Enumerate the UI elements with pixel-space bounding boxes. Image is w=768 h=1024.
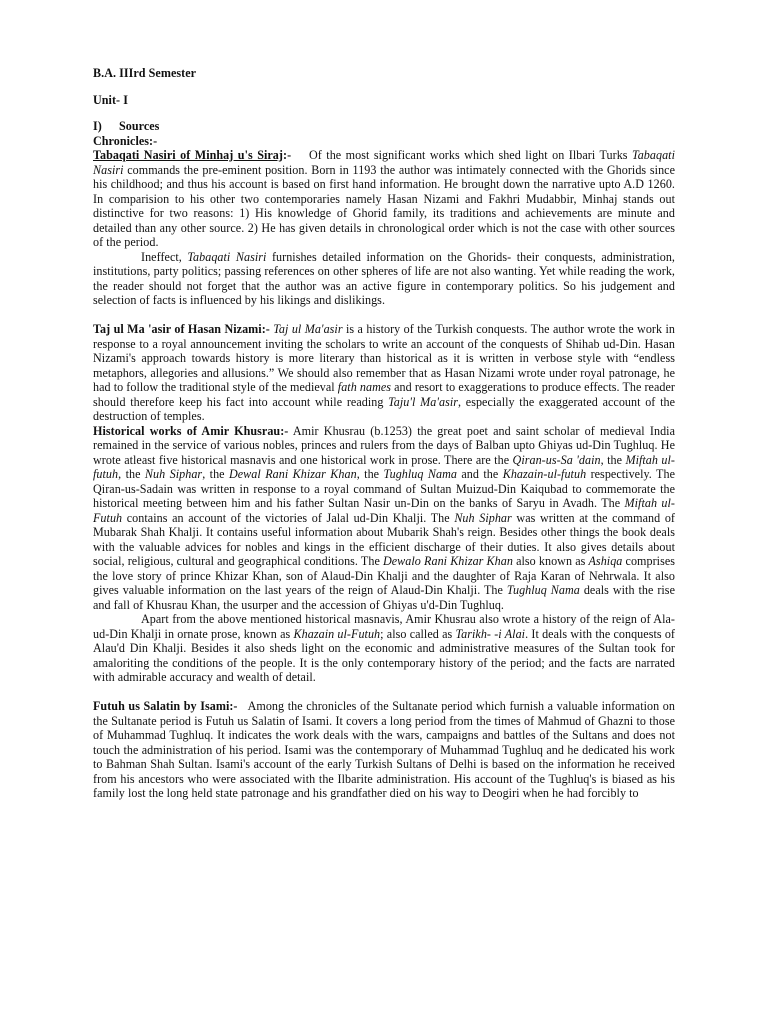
tabaqati-text-b: commands the pre-eminent position. Born in 1193 the author was intimately connected with the Ghorids since his childhood; and thus his account is based on first hand information. He brought down the narrative upto A.D 1260. In comparision to his other two contemporaries namely Hasan Nizami and Fakhri Mudabbir, Minhaj stands out distinctive for two reasons: 1) His knowledge of Ghorid family, its traditions and achievements are minute and detailed than any other source. 2) He has given details in chronological order which is not the case with other sources of the period. <box>93 162 675 249</box>
paragraph-gap <box>93 685 675 700</box>
tajul-paragraph <box>93 322 675 424</box>
khusrau-text-d: was written at the command of Mubarak Shah Khalji. It contains useful information about Mubarik Shah's reign. Besides other things the book deals with the valuable advices for nobles and kings in the efficient discharge of their duties. It also gives details about social, religious, cultural and geographical conditions. The <box>93 510 675 568</box>
title-dewal: Dewal Rani Khizar Khan <box>228 467 357 481</box>
khusrau-p2-text-c: . It deals with the conquests of Alau'd Din Khalji. Besides it also sheds light on the economic and administrative measures of the Sultan took for amaloriting the conditions of the people. It is the only contemporary history of the period; and the facts are narrated with admirable accuracy and wealth of detail. <box>93 626 676 684</box>
title-tarikh: Tarikh- -i Alai <box>455 626 526 641</box>
sep: , the <box>202 467 229 481</box>
section-title: Sources <box>119 119 160 133</box>
tajul-text-b: and resort to exaggerations to produce effects. The reader should therefore keep his fact into account while reading <box>93 380 675 409</box>
sep: and the <box>456 467 503 481</box>
tabaqati-p2-title: Tabaqati Nasiri <box>187 249 267 264</box>
title-khazain: Khazain-ul-futuh <box>502 467 587 481</box>
sources-heading <box>93 119 675 134</box>
sep: , the <box>600 452 626 467</box>
title-tughluq-2: Tughluq Nama <box>506 583 580 597</box>
semester-title: B.A. IIIrd Semester <box>93 66 197 80</box>
tabaqati-heading <box>93 148 291 162</box>
title-nuh-2: Nuh Siphar <box>454 510 512 525</box>
title-tughluq: Tughluq Nama <box>383 467 457 481</box>
khusrau-heading: Historical works of Amir Khusrau:- <box>93 423 289 438</box>
tabaqati-heading-suffix: :- <box>283 148 292 162</box>
tajul-heading: Taj ul Ma 'asir of Hasan Nizami:- <box>93 322 270 336</box>
futuh-heading: Futuh us Salatin by Isami:- <box>93 699 238 713</box>
tabaqati-p2-text-a: Ineffect, <box>141 249 188 264</box>
unit-title: Unit- I <box>93 92 128 107</box>
khusrau-text-g: deals with the rise and fall of Khusrau Khan, the usurper and the accession of Ghiyas u'd-Din Tughluq. <box>93 583 675 612</box>
futuh-paragraph <box>93 699 679 801</box>
paragraph-gap <box>93 308 675 323</box>
tabaqati-heading-text: Tabaqati Nasiri of Minhaj u's Siraj <box>93 148 283 162</box>
sep: , the <box>356 467 384 481</box>
title-qiran: Qiran-us-Sa 'dain <box>512 452 601 467</box>
sep: , the <box>118 467 145 481</box>
title-ashiqa: Ashiqa <box>588 554 623 568</box>
tabaqati-paragraph-2 <box>93 250 675 308</box>
tajul-fath-names: fath names <box>337 380 392 394</box>
title-dewalo: Dewalo Rani Khizar Khan <box>382 554 513 568</box>
tabaqati-text-a: Of the most significant works which shed light on Ilbari Turks <box>308 148 633 162</box>
khusrau-paragraph-2 <box>93 612 675 685</box>
tabaqati-title: Tabaqati Nasiri <box>93 148 676 177</box>
khusrau-text-b: respectively. The Qiran-us-Sadain was written in response to a royal command of Sultan Muizud-Din Kaiqubad to commemorate the historical meeting between him and his father Sultan Nasir un-Din on the banks of Saryu in Avadh. The <box>93 467 676 510</box>
tabaqati-p2-text-b: furnishes detailed information on the Ghorids- their conquests, administration, institutions, party politics; passing references on other spheres of life are not also wanting. Yet while reading the work, the reader should not forget that the author was an active figure in contemporary politics. So his judgement and selection of facts is influenced by his likings and dislikings. <box>93 249 676 307</box>
tajul-title-2: Taju'l Ma'asir <box>388 394 459 409</box>
tajul-title: Taj ul Ma'asir <box>273 322 343 336</box>
khusrau-text-f: comprises the love story of prince Khizar Khan, son of Alaud-Din Khalji and the daughter of Raja Karan of Nehrwala. It also gives valuable information on the last years of the reign of Alaud-Din Khalji. The <box>93 554 676 597</box>
futuh-text: Among the chronicles of the Sultanate period which furnish a valuable information on the Sultanate period is Futuh us Salatin of Isami. It covers a long period from the times of Mahmud of Ghazni to those of Muhammad Tughluq. It indicates the work deals with the wars, campaigns and battles of the Sultans and does not touch the administration of his period. Isami was the contemporary of Muhammad Tughluq and he dedicated his work to Bahman Shah Sultan. Isami's account of the early Turkish Sultans of Delhi is based on the information he received from his ancestors who were associated with the Ilbarite administration. His account of the Tughluq's is biased as his family lost the long held state patronage and his grandfather died on his way to Deogiri when he had forcibly to <box>93 699 679 800</box>
title-miftah-2: Miftah ul-Futuh <box>93 496 675 525</box>
khusrau-p2-text-a: Apart from the above mentioned historical masnavis, Amir Khusrau also wrote a history of the reign of Ala-ud-Din Khalji in ornate prose, known as <box>93 612 675 641</box>
khusrau-paragraph-1 <box>93 424 675 613</box>
section-number: I) <box>93 119 102 133</box>
khusrau-text-c: contains an account of the victories of Jalal ud-Din Khalji. The <box>122 510 455 525</box>
tabaqati-paragraph-1 <box>93 148 675 250</box>
title-miftah: Miftah ul-futuh <box>93 452 675 481</box>
title-nuh: Nuh Siphar <box>144 467 203 481</box>
document-page <box>93 66 679 801</box>
title-khazain-2: Khazain ul-Futuh <box>293 626 381 641</box>
khusrau-text-a: Amir Khusrau (b.1253) the great poet and saint scholar of medieval India remained in the service of various nobles, princes and rulers from the days of Balban upto Ghiyas ud-Din Tughluq. He wrote atleast five historical masnavis and one historical work in prose. There are the <box>93 423 675 467</box>
tajul-text-a: is a history of the Turkish conquests. The author wrote the work in response to a royal announcement inviting the scholars to write an account of the conquests of Shihab ud-Din. Hasan Nizami's approach towards history is more literary than historical as it is written in verbose style with “endless metaphors, allegories and allusions.” We should also remember that as Hasan Nizami wrote under royal patronage, he had to follow the traditional style of the medieval <box>93 322 675 394</box>
tajul-text-c: , especially the exaggerated account of the destruction of temples. <box>93 394 675 423</box>
khusrau-p2-text-b: ; also called as <box>380 626 456 641</box>
chronicles-heading: Chronicles:- <box>93 133 158 148</box>
khusrau-text-e: also known as <box>512 554 589 568</box>
